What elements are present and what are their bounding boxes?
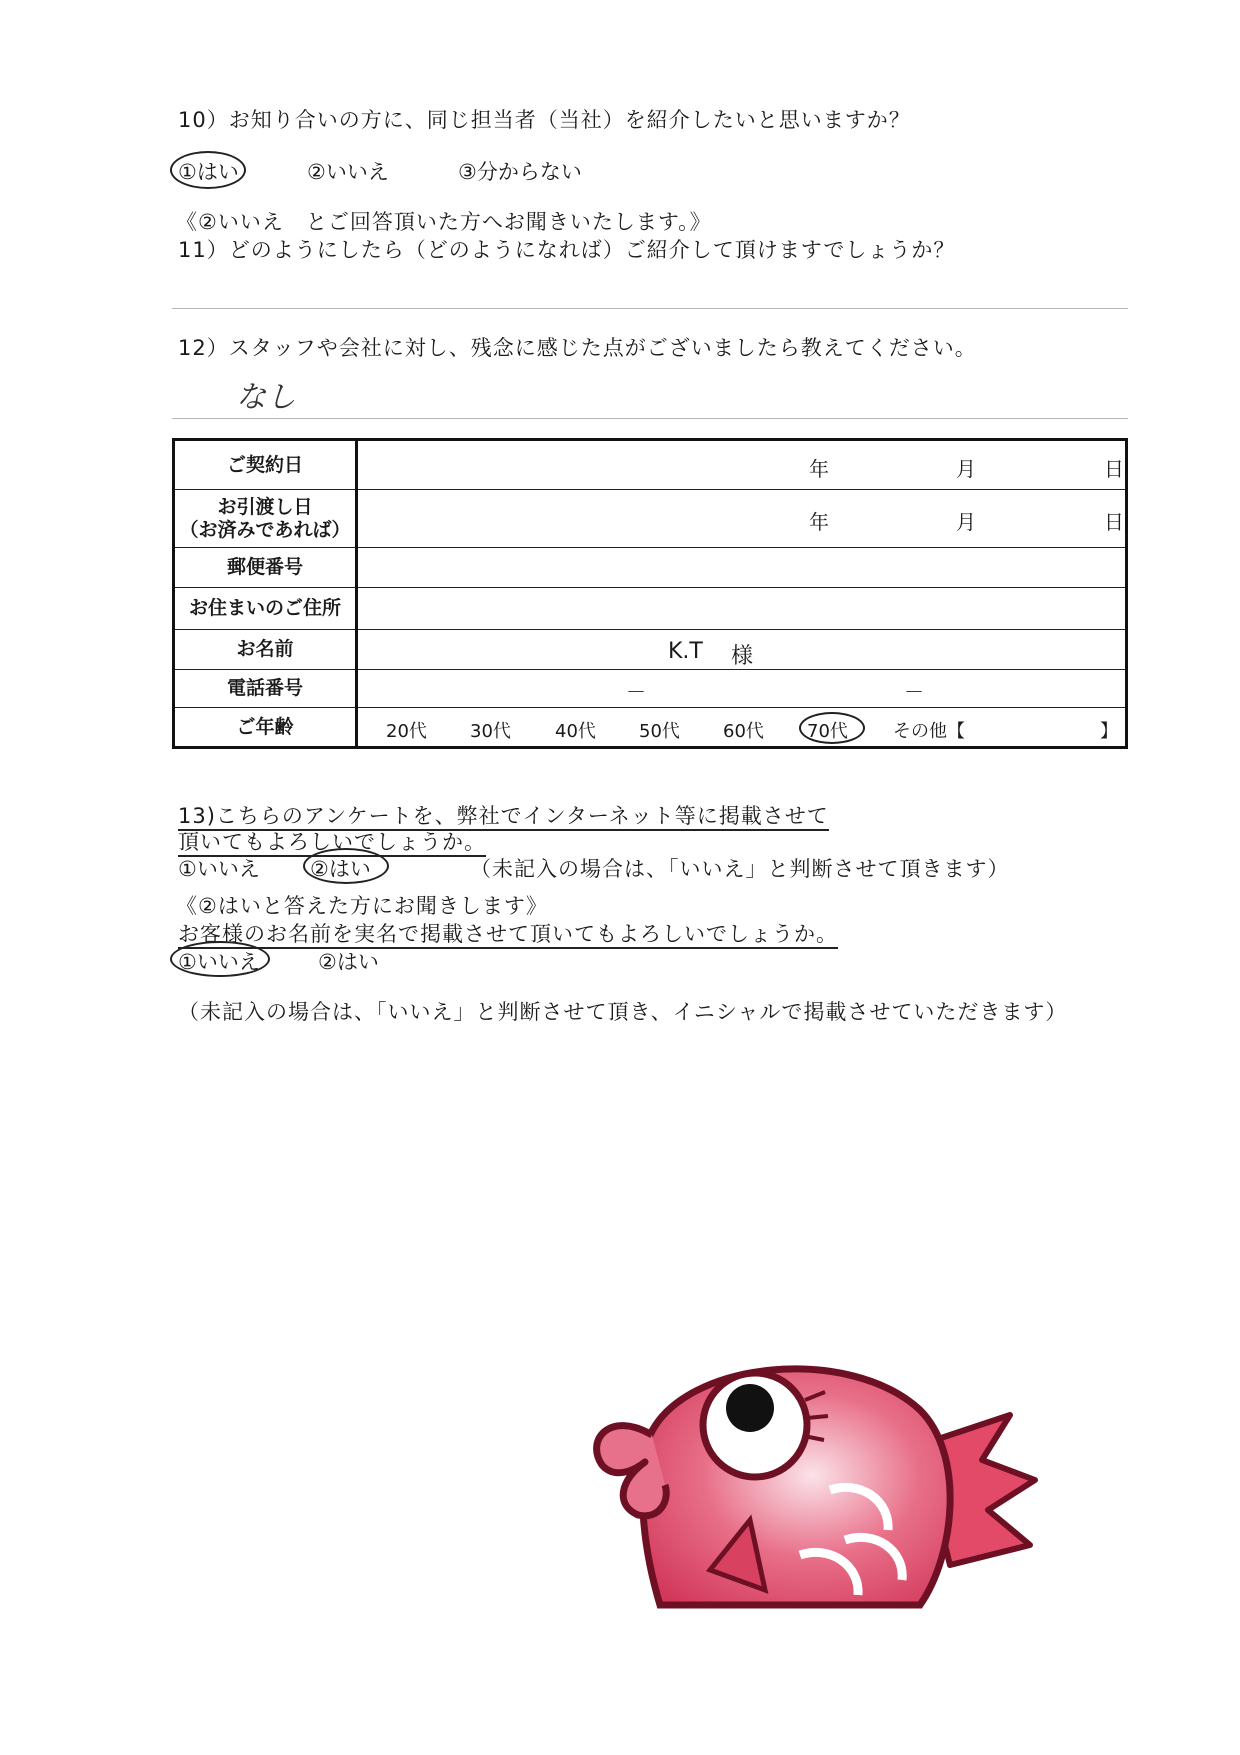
- q13-sub-selected-circle: [170, 941, 270, 977]
- phone-label: 電話番号: [174, 670, 357, 708]
- contract-date-month: 月: [956, 457, 976, 481]
- q13-question-line2-text: 頂いてもよろしいでしょうか。: [178, 830, 486, 857]
- q13-question-line1-text: 13)こちらのアンケートを、弊社でインターネット等に掲載させて: [178, 804, 829, 831]
- age-option-50s[interactable]: 50代: [639, 721, 680, 742]
- delivery-date-field[interactable]: [357, 490, 1127, 548]
- row-phone: [174, 670, 1127, 708]
- row-age: [174, 708, 1127, 748]
- sea-bream-fish-mascot-icon: [590, 1340, 1050, 1610]
- age-selected-circle: [799, 712, 865, 744]
- age-option-other[interactable]: その他【: [893, 721, 965, 742]
- delivery-date-month: 月: [956, 510, 976, 534]
- q10-selected-circle: [170, 151, 246, 189]
- q13-sub-note: （未記入の場合は、「いいえ」と判断させて頂き、イニシャルで掲載させていただきます）: [178, 1000, 1068, 1024]
- delivery-date-label: [174, 490, 357, 548]
- phone-field[interactable]: [357, 670, 1127, 708]
- delivery-date-label-line2: （お済みであれば）: [179, 518, 351, 541]
- postal-code-label: 郵便番号: [174, 548, 357, 588]
- row-postal-code: [174, 548, 1127, 588]
- address-field[interactable]: [357, 588, 1127, 630]
- q13-sub-intro: 《②はいと答えた方にお聞きします》: [176, 894, 548, 918]
- contract-date-label: ご契約日: [174, 440, 357, 490]
- contract-date-field[interactable]: [357, 440, 1127, 490]
- age-option-40s[interactable]: 40代: [555, 721, 596, 742]
- q12-answer-line: [172, 418, 1128, 419]
- age-option-70s[interactable]: 70代: [807, 721, 848, 742]
- q13-note: （未記入の場合は、「いいえ」と判断させて頂きます）: [470, 857, 1010, 881]
- q11-answer-line: [172, 308, 1128, 309]
- q13-selected-circle: [303, 848, 389, 884]
- delivery-date-year: 年: [809, 510, 829, 534]
- q13-option-yes[interactable]: ②はい: [310, 857, 371, 881]
- q13-sub-option-yes[interactable]: ②はい: [318, 950, 379, 974]
- delivery-date-label-line1: お引渡し日: [217, 495, 313, 518]
- q10-option-no[interactable]: ②いいえ: [307, 160, 389, 184]
- name-value: K.T: [668, 639, 703, 664]
- q13-option-no[interactable]: ①いいえ: [178, 857, 260, 881]
- q10-option-yes[interactable]: ①はい: [178, 160, 239, 184]
- q12-answer[interactable]: なし: [236, 380, 296, 415]
- customer-info-table: [172, 438, 1128, 749]
- age-option-60s[interactable]: 60代: [723, 721, 764, 742]
- row-contract-date: [174, 440, 1127, 490]
- name-field[interactable]: [357, 630, 1127, 670]
- row-address: [174, 588, 1127, 630]
- phone-separator-2: －: [904, 680, 924, 704]
- age-label: ご年齢: [174, 708, 357, 748]
- q12-question: 12）スタッフや会社に対し、残念に感じた点がございましたら教えてください。: [178, 336, 977, 360]
- name-label: お名前: [174, 630, 357, 670]
- age-other-close-bracket: 】: [1100, 721, 1118, 742]
- age-option-30s[interactable]: 30代: [470, 721, 511, 742]
- contract-date-day: 日: [1104, 457, 1124, 481]
- contract-date-year: 年: [809, 457, 829, 481]
- q10-question: 10）お知り合いの方に、同じ担当者（当社）を紹介したいと思いますか？: [178, 108, 911, 132]
- address-label: お住まいのご住所: [174, 588, 357, 630]
- age-option-20s[interactable]: 20代: [386, 721, 427, 742]
- delivery-date-day: 日: [1104, 510, 1124, 534]
- q11-note: 《②いいえ とご回答頂いた方へお聞きいたします。》: [176, 210, 712, 234]
- row-name: [174, 630, 1127, 670]
- q10-option-unknown[interactable]: ③分からない: [458, 160, 582, 184]
- row-delivery-date: [174, 490, 1127, 548]
- q13-sub-question-text: お客様のお名前を実名で掲載させて頂いてもよろしいでしょうか。: [178, 922, 838, 949]
- name-honorific: 様: [731, 644, 754, 669]
- postal-code-field[interactable]: [357, 548, 1127, 588]
- q13-sub-option-no[interactable]: ①いいえ: [178, 950, 260, 974]
- age-field: [357, 708, 1127, 748]
- q13-sub-question: [178, 918, 838, 948]
- q11-question: 11）どのようにしたら（どのようになれば）ご紹介して頂けますでしょうか？: [178, 238, 956, 262]
- phone-separator-1: －: [626, 680, 646, 704]
